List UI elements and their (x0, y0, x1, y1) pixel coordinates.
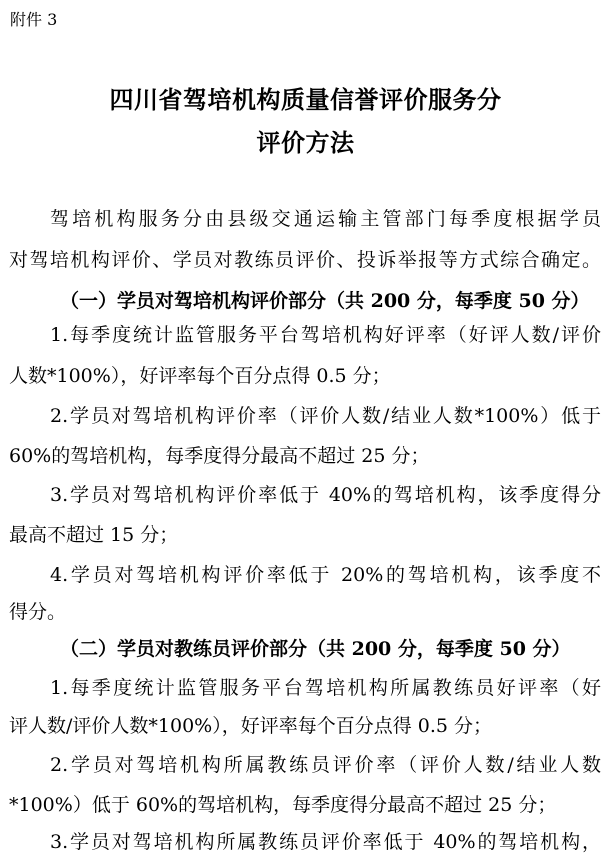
intro-paragraph-line-1: 驾培机构服务分由县级交通运输主管部门每季度根据学员 (50, 208, 601, 230)
section-2-item-3-line-1: 3.学员对驾培机构所属教练员评价率低于 40%的驾培机构， (50, 831, 601, 853)
section-2-item-1-line-2: 评人数/评价人数*100%），好评率每个百分点得 0.5 分； (9, 715, 493, 737)
section-1-item-3-line-2: 最高不超过 15 分； (9, 524, 179, 546)
section-1-item-4-line-2: 得分。 (9, 601, 67, 623)
section-1-item-2-line-2: 60%的驾培机构，每季度得分最高不超过 25 分； (9, 445, 430, 467)
section-1-item-4-line-1: 4.学员对驾培机构评价率低于 20%的驾培机构，该季度不 (50, 564, 601, 586)
section-2-item-2-line-2: *100%）低于 60%的驾培机构，每季度得分最高不超过 25 分； (9, 794, 557, 816)
attachment-label: 附件 3 (10, 10, 58, 29)
section-1-item-1-line-1: 1.每季度统计监管服务平台驾培机构好评率（好评人数/评价 (50, 324, 601, 346)
section-1-item-2-line-1: 2.学员对驾培机构评价率（评价人数/结业人数*100%）低于 (50, 405, 601, 427)
section-2-item-1-line-1: 1.每季度统计监管服务平台驾培机构所属教练员好评率（好 (50, 677, 601, 699)
document-title-line-2: 评价方法 (256, 128, 355, 157)
section-2-heading: （二）学员对教练员评价部分（共 200 分，每季度 50 分） (60, 638, 571, 660)
section-1-item-3-line-1: 3.学员对驾培机构评价率低于 40%的驾培机构，该季度得分 (50, 484, 601, 506)
document-title-line-1: 四川省驾培机构质量信誉评价服务分 (109, 85, 502, 114)
section-1-item-1-line-2: 人数*100%），好评率每个百分点得 0.5 分； (9, 365, 391, 387)
section-2-item-2-line-1: 2.学员对驾培机构所属教练员评价率（评价人数/结业人数 (50, 754, 601, 776)
section-1-heading: （一）学员对驾培机构评价部分（共 200 分，每季度 50 分） (60, 290, 590, 312)
intro-paragraph-line-2: 对驾培机构评价、学员对教练员评价、投诉举报等方式综合确定。 (9, 249, 601, 271)
